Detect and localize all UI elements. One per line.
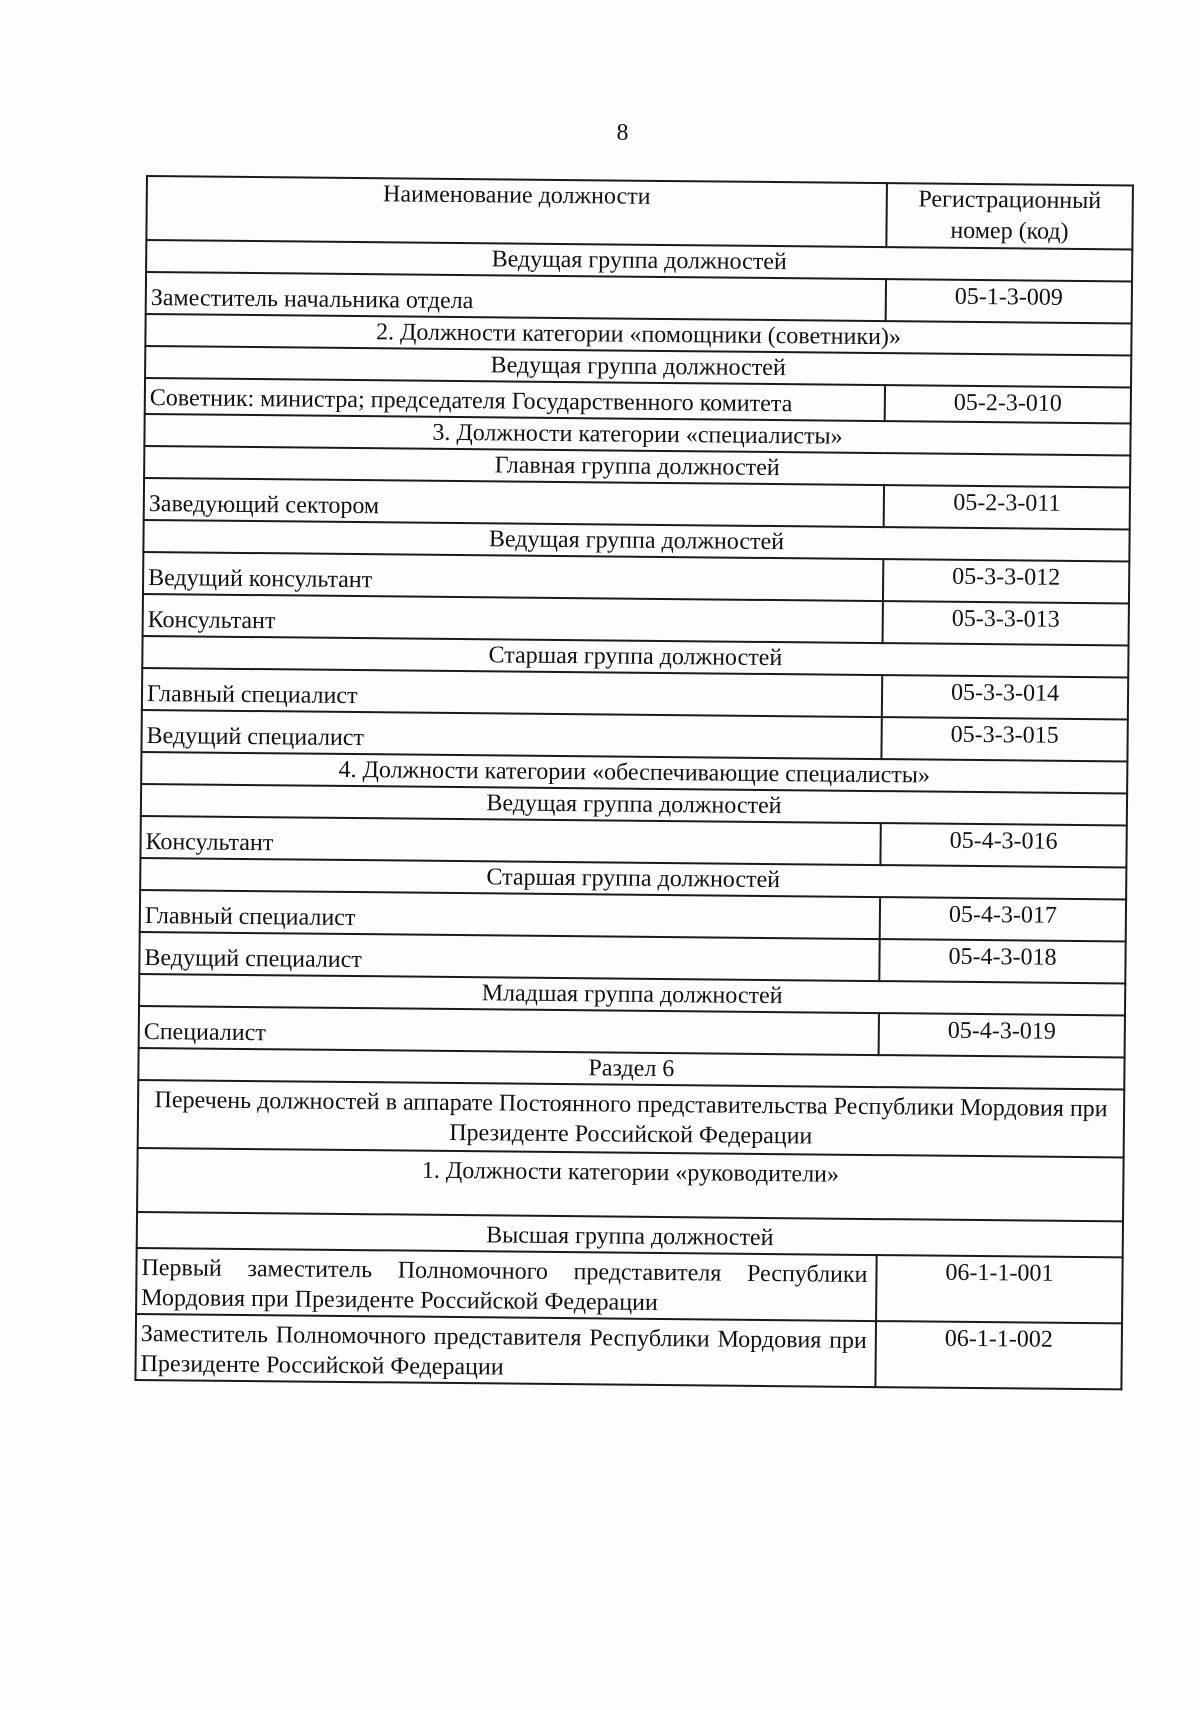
group-heading: Ведущая группа должностей [146, 240, 1132, 281]
position-name: Консультант [140, 816, 880, 865]
position-code: 06-1-1-002 [875, 1321, 1122, 1389]
position-name: Ведущий специалист [139, 932, 879, 981]
table-body [135, 240, 1132, 1389]
position-name: Главный специалист [142, 668, 882, 717]
position-code: 06-1-1-001 [876, 1255, 1123, 1323]
group-heading: Старшая группа должностей [140, 858, 1126, 899]
position-code: 05-4-3-018 [879, 939, 1125, 983]
header-code-line1: Регистрационный [918, 186, 1102, 215]
section-heading: Раздел 6 [138, 1048, 1124, 1089]
positions-table [134, 175, 1134, 1390]
category-heading: 2. Должности категории «помощники (советники)» [145, 314, 1131, 355]
position-code: 05-1-3-009 [886, 279, 1132, 323]
position-code: 05-3-3-012 [883, 559, 1129, 603]
group-heading: Главная группа должностей [144, 446, 1130, 487]
position-code: 05-4-3-019 [879, 1013, 1125, 1057]
table-row [135, 1314, 1122, 1389]
header-code-col [886, 183, 1133, 249]
category-heading: 1. Должности категории «руководители» [137, 1148, 1124, 1221]
table-row [137, 1148, 1124, 1221]
group-heading: Высшая группа должностей [137, 1212, 1123, 1257]
position-code: 05-2-3-011 [884, 485, 1130, 529]
table-row [138, 1080, 1125, 1157]
position-name: Ведущий специалист [141, 710, 881, 759]
page-number: 8 [616, 120, 629, 146]
position-name: Советник: министра; председателя Государственного комитета [145, 378, 885, 421]
position-code: 05-3-3-015 [881, 717, 1127, 761]
position-name: Первый заместитель Полномочного представителя Республики Мордовия при Президенте Российской Федерации [136, 1248, 877, 1321]
header-name-col: Наименование должности [146, 176, 887, 247]
section-title: Перечень должностей в аппарате Постоянного представительства Республики Мордовия при Президенте Российской Федерации [138, 1080, 1125, 1157]
header-code-line2: номер (код) [950, 217, 1069, 245]
table-row [136, 1248, 1123, 1323]
group-heading: Ведущая группа должностей [145, 346, 1131, 387]
group-heading: Старшая группа должностей [142, 636, 1128, 677]
position-code: 05-3-3-014 [882, 675, 1128, 719]
position-name: Консультант [143, 594, 883, 643]
group-heading: Ведущая группа должностей [141, 784, 1127, 825]
category-heading: 3. Должности категории «специалисты» [144, 414, 1130, 455]
position-code: 05-2-3-010 [885, 385, 1131, 423]
position-name: Заместитель Полномочного представителя Республики Мордовия при Президенте Российской Федерации [135, 1314, 876, 1387]
table-header [146, 176, 1133, 249]
position-name: Специалист [139, 1006, 879, 1055]
position-name: Главный специалист [140, 890, 880, 939]
group-heading: Ведущая группа должностей [143, 520, 1129, 561]
category-heading: 4. Должности категории «обеспечивающие специалисты» [141, 752, 1127, 793]
position-code: 05-4-3-017 [880, 897, 1126, 941]
position-name: Ведущий консультант [143, 552, 883, 601]
position-code: 05-4-3-016 [880, 823, 1126, 867]
position-code: 05-3-3-013 [883, 601, 1129, 645]
position-name: Заведующий сектором [144, 478, 884, 527]
group-heading: Младшая группа должностей [139, 974, 1125, 1015]
position-name: Заместитель начальника отдела [146, 272, 886, 321]
